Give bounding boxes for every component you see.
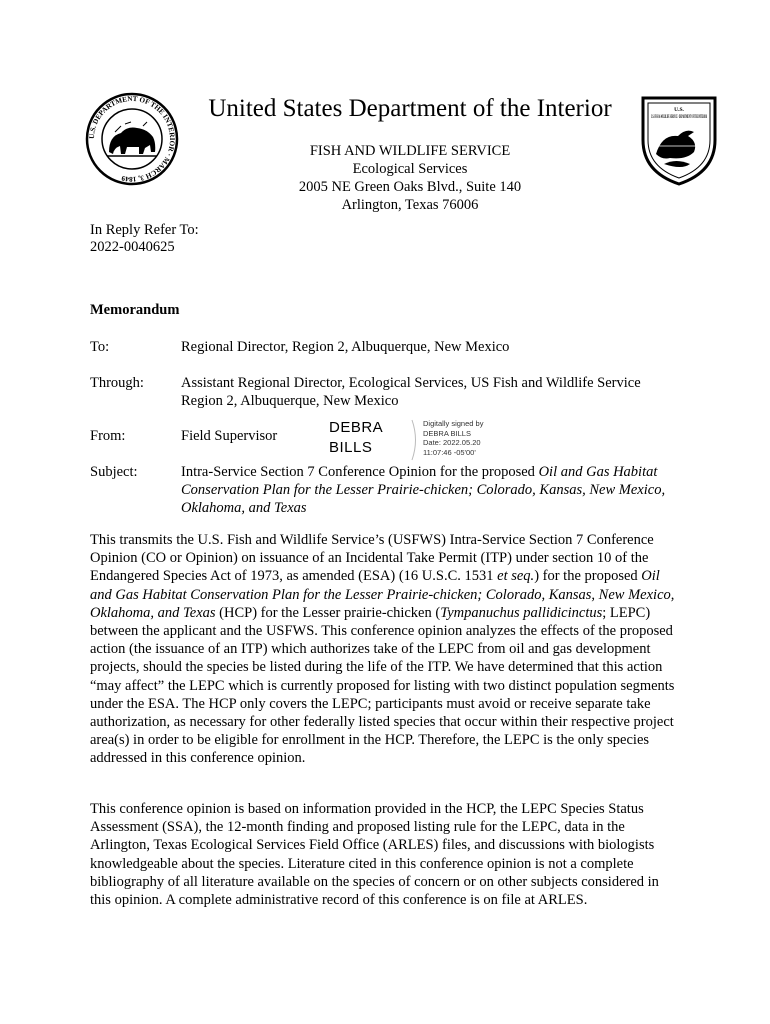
fws-shield-icon (640, 94, 718, 186)
memo-heading: Memorandum (90, 302, 180, 318)
signature-details (423, 419, 483, 457)
subject-value (181, 463, 671, 517)
reply-label: In Reply Refer To: (90, 222, 199, 238)
from-value: Field Supervisor (181, 428, 278, 444)
subject-label: Subject: (90, 464, 138, 480)
signature-info-line: DEBRA BILLS (423, 428, 471, 438)
subject-title: Oil and Gas Habitat Conservation Plan for the Lesser Prairie-chicken; Colorado, Kansas, New Mexico, Oklahoma, and Texas (181, 464, 666, 516)
office-name: Ecological Services (352, 161, 468, 177)
signature-info-line: Digitally signed by (423, 419, 484, 428)
body-text: This transmits the U.S. Fish and Wildlife Service’s (USFWS) Intra-Service Section 7 Conference Opinion (CO or Opinion) on issuance of an Incidental Take Permit (ITP) under section 10 of the Endangered Species Act of 1973, as amended (ESA) (16 U.S.C. 1531 (90, 532, 654, 585)
subject-text: Intra-Service Section 7 Conference Opinion for the proposed (181, 464, 539, 480)
department-title: United States Department of the Interior (208, 95, 612, 122)
body-italic: Tympanuchus pallidicinctus (440, 604, 603, 621)
reply-number: 2022-0040625 (90, 239, 175, 255)
reply-reference (90, 222, 199, 256)
body-paragraph-2: This conference opinion is based on information provided in the HCP, the LEPC Species Status Assessment (SSA), the 12-month finding and proposed listing rule for the LEPC, data in the Arlington, Texas Ecological Services Field Office (ARLES) files, and discussions with biologists knowledgeable about the species. Literature cited in this conference opinion is not a complete bibliography of all literature available on the species of concern or on other subjects considered in this opinion. A complete administrative record of this conference is on file at ARLES. (90, 801, 659, 909)
body-italic: et seq. (497, 568, 535, 585)
shield-text: U.S. FISH & WILDLIFE SERVICE · DEPARTMENT OF THE INTERIOR (651, 115, 708, 120)
interior-seal-icon (85, 92, 179, 186)
through-value (181, 374, 681, 410)
signature-info-line: Date: 2022.05.20 (423, 438, 481, 447)
through-label: Through: (90, 375, 144, 391)
city-address: Arlington, Texas 76006 (341, 197, 479, 213)
letterhead (240, 142, 580, 214)
signature-name-first: DEBRA (329, 419, 384, 436)
body-text: ; LEPC) between the applicant and the USFWS. This conference opinion analyzes the effects of the proposed action (the issuance of an ITP) which authorizes take of the LEPC from oil and gas development projects, should the species be listed during the life of the ITP. We have determined that this action “may affect” the LEPC which is currently proposed for listing with two distinct population segments under the ESA. The HCP only covers the LEPC; participants must avoid or receive separate take authorization, as necessary for other federally listed species that occur within their respective project area(s) in order to be eligible for enrollment in the HCP. Therefore, the LEPC is the only species addressed in this conference opinion. (90, 604, 675, 767)
to-label: To: (90, 339, 110, 355)
signature-info-line: 11:07:46 -05'00' (423, 447, 476, 457)
through-line-2: Region 2, Albuquerque, New Mexico (181, 393, 399, 409)
body-text: (HCP) for the Lesser prairie-chicken ( (215, 604, 441, 621)
street-address: 2005 NE Green Oaks Blvd., Suite 140 (298, 179, 522, 195)
svg-text:U.S.: U.S. (674, 107, 684, 113)
digital-signature (329, 418, 383, 458)
signature-divider (410, 418, 422, 462)
seal-text: U.S. DEPARTMENT OF THE INTERIOR · MARCH 3, 1849 (87, 94, 177, 184)
from-label: From: (90, 428, 126, 444)
body-paragraph-1 (90, 531, 680, 768)
signature-name-last: BILLS (329, 439, 373, 456)
through-line-1: Assistant Regional Director, Ecological Services, US Fish and Wildlife Service (181, 375, 641, 391)
to-value: Regional Director, Region 2, Albuquerque, New Mexico (181, 339, 510, 355)
agency-name: FISH AND WILDLIFE SERVICE (309, 143, 511, 159)
body-italic: Oil and Gas Habitat Conservation Plan for the Lesser Prairie-chicken; Colorado, Kansas, New Mexico, Oklahoma, and Texas (90, 568, 675, 621)
body-text: ) for the proposed (534, 568, 642, 585)
